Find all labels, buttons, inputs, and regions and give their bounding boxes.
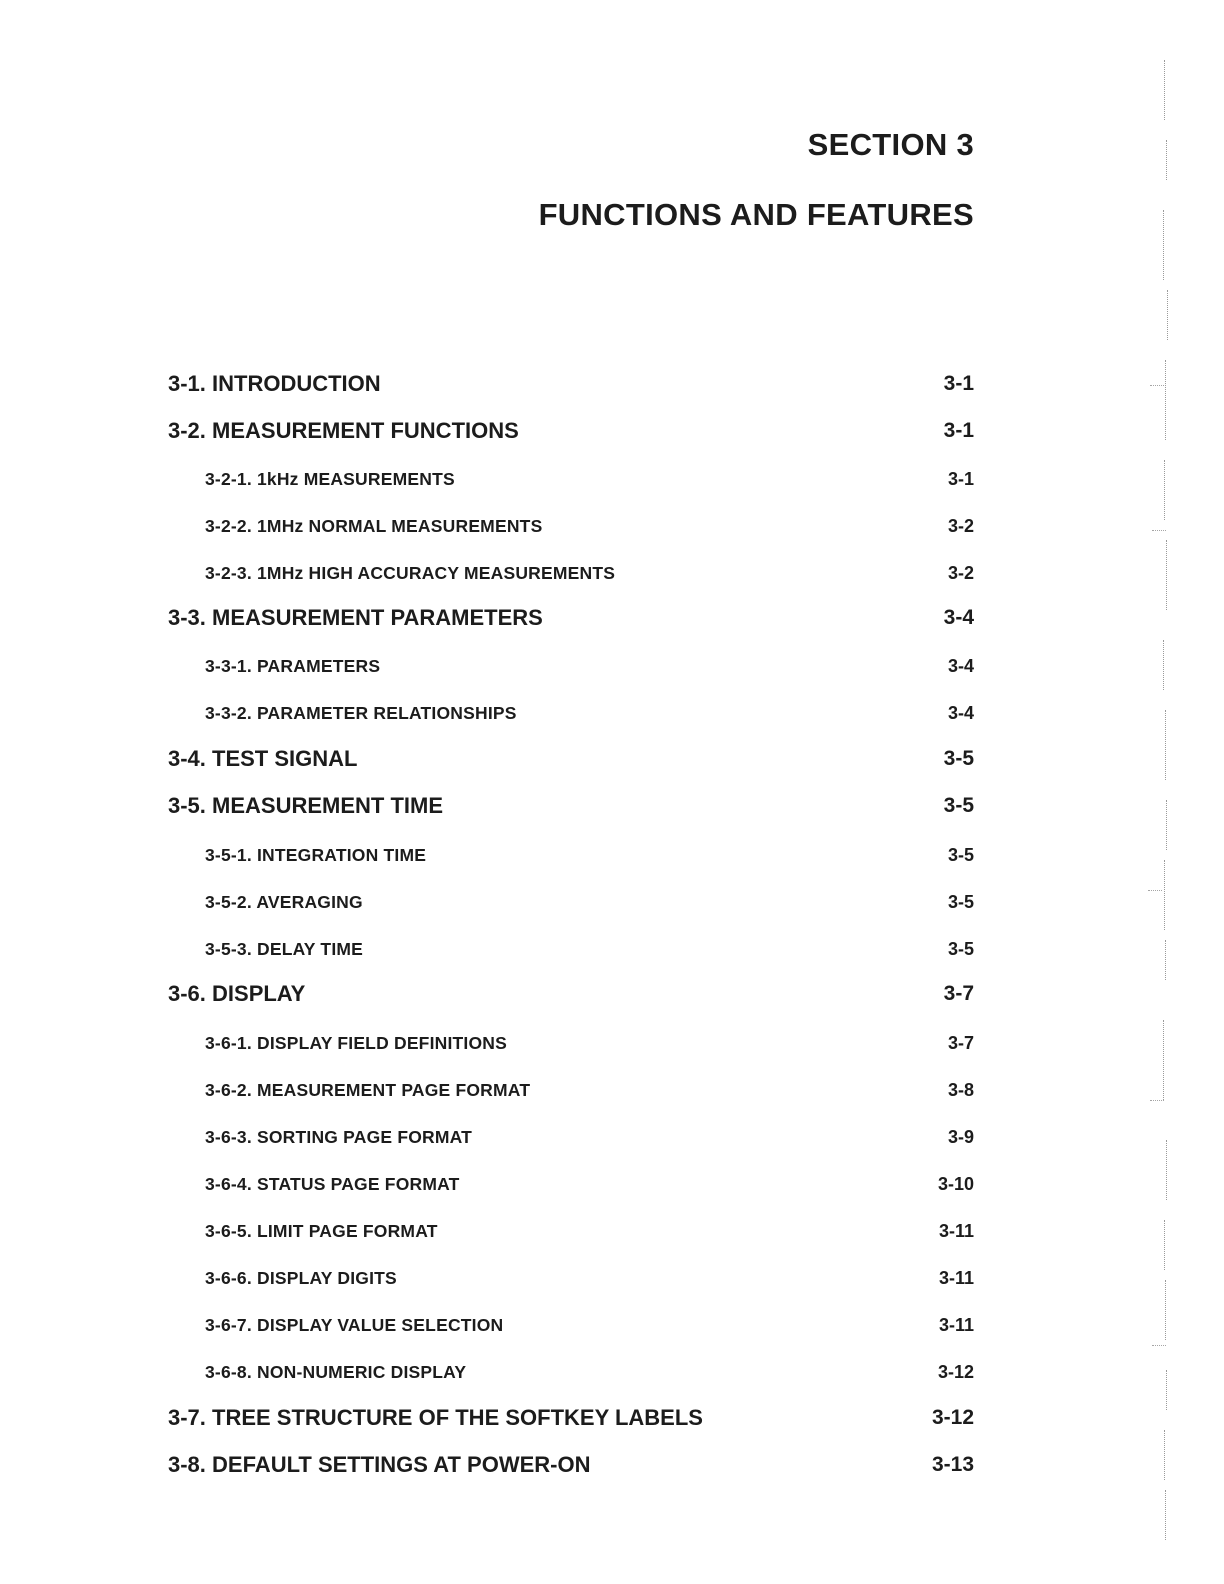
- toc-entry-label: 3-3. MEASUREMENT PARAMETERS: [168, 605, 543, 630]
- toc-entry-label: 3-5. MEASUREMENT TIME: [168, 793, 444, 818]
- toc-section-entry: [0, 744, 1224, 774]
- toc-subsection-entry: [0, 698, 1224, 728]
- toc-entry-page-number: 3-4: [947, 703, 974, 723]
- section-number: SECTION 3: [807, 127, 974, 162]
- toc-subsection-entry: [0, 1169, 1224, 1199]
- toc-entry-page-number: 3-9: [947, 1127, 974, 1147]
- section-title: FUNCTIONS AND FEATURES: [538, 197, 974, 232]
- toc-entry-label: 3-6. DISPLAY: [168, 981, 306, 1006]
- toc-entry-page-number: 3-12: [931, 1406, 974, 1429]
- toc-subsection-entry: [0, 1263, 1224, 1293]
- toc-entry-page-number: 3-4: [947, 656, 974, 676]
- toc-section-entry: [0, 791, 1224, 821]
- toc-subsection-entry: [0, 1357, 1224, 1387]
- toc-section-entry: [0, 979, 1224, 1009]
- toc-entry-label: 3-6-4. STATUS PAGE FORMAT: [205, 1174, 460, 1194]
- toc-entry-label: 3-2-3. 1MHz HIGH ACCURACY MEASUREMENTS: [205, 563, 616, 583]
- toc-entry-page-number: 3-1: [943, 419, 974, 442]
- toc-section-entry: [0, 603, 1224, 633]
- toc-subsection-entry: [0, 840, 1224, 870]
- toc-entry-label: 3-5-1. INTEGRATION TIME: [205, 845, 427, 865]
- toc-entry-label: 3-5-3. DELAY TIME: [205, 939, 364, 959]
- toc-entry-page-number: 3-1: [943, 372, 974, 395]
- toc-entry-page-number: 3-5: [947, 939, 974, 959]
- toc-entry-label: 3-6-8. NON-NUMERIC DISPLAY: [205, 1362, 467, 1382]
- toc-subsection-entry: [0, 934, 1224, 964]
- toc-subsection-entry: [0, 887, 1224, 917]
- toc-entry-page-number: 3-5: [943, 747, 974, 770]
- toc-entry-label: 3-6-6. DISPLAY DIGITS: [205, 1268, 397, 1288]
- toc-entry-label: 3-2. MEASUREMENT FUNCTIONS: [168, 418, 519, 443]
- toc-entry-page-number: 3-11: [938, 1268, 974, 1288]
- toc-entry-label: 3-8. DEFAULT SETTINGS AT POWER-ON: [168, 1452, 591, 1477]
- toc-entry-page-number: 3-2: [947, 563, 974, 583]
- toc-entry-page-number: 3-7: [943, 982, 974, 1005]
- toc-subsection-entry: [0, 511, 1224, 541]
- toc-subsection-entry: [0, 1028, 1224, 1058]
- toc-entry-label: 3-6-1. DISPLAY FIELD DEFINITIONS: [205, 1033, 508, 1053]
- toc-section-entry: [0, 1403, 1224, 1433]
- toc-entry-label: 3-7. TREE STRUCTURE OF THE SOFTKEY LABELS: [168, 1405, 703, 1430]
- toc-entry-page-number: 3-11: [938, 1315, 974, 1335]
- toc-section-entry: [0, 369, 1224, 399]
- toc-entry-label: 3-3-2. PARAMETER RELATIONSHIPS: [205, 703, 517, 723]
- toc-entry-page-number: 3-5: [947, 892, 974, 912]
- toc-entry-label: 3-2-2. 1MHz NORMAL MEASUREMENTS: [205, 516, 543, 536]
- toc-subsection-entry: [0, 1216, 1224, 1246]
- toc-subsection-entry: [0, 651, 1224, 681]
- toc-section-entry: [0, 416, 1224, 446]
- toc-entry-page-number: 3-2: [947, 516, 974, 536]
- toc-subsection-entry: [0, 558, 1224, 588]
- toc-entry-label: 3-4. TEST SIGNAL: [168, 746, 358, 771]
- toc-entry-label: 3-6-7. DISPLAY VALUE SELECTION: [205, 1315, 504, 1335]
- toc-subsection-entry: [0, 1122, 1224, 1152]
- toc-entry-label: 3-2-1. 1kHz MEASUREMENTS: [205, 469, 455, 489]
- toc-entry-label: 3-6-3. SORTING PAGE FORMAT: [205, 1127, 473, 1147]
- toc-entry-page-number: 3-5: [947, 845, 974, 865]
- toc-entry-page-number: 3-13: [931, 1453, 974, 1476]
- toc-entry-label: 3-6-5. LIMIT PAGE FORMAT: [205, 1221, 438, 1241]
- toc-entry-page-number: 3-11: [938, 1221, 974, 1241]
- toc-entry-label: 3-1. INTRODUCTION: [168, 371, 381, 396]
- toc-entry-page-number: 3-10: [937, 1174, 974, 1194]
- toc-entry-page-number: 3-8: [947, 1080, 974, 1100]
- toc-entry-page-number: 3-4: [943, 606, 974, 629]
- toc-subsection-entry: [0, 464, 1224, 494]
- toc-entry-page-number: 3-1: [947, 469, 974, 489]
- scan-margin-artifacts: [1130, 40, 1190, 1560]
- toc-entry-label: 3-6-2. MEASUREMENT PAGE FORMAT: [205, 1080, 531, 1100]
- toc-entry-page-number: 3-5: [943, 794, 974, 817]
- toc-subsection-entry: [0, 1075, 1224, 1105]
- toc-entry-label: 3-5-2. AVERAGING: [205, 892, 363, 912]
- toc-entry-page-number: 3-12: [937, 1362, 974, 1382]
- toc-subsection-entry: [0, 1310, 1224, 1340]
- toc-entry-page-number: 3-7: [947, 1033, 974, 1053]
- toc-entry-label: 3-3-1. PARAMETERS: [205, 656, 381, 676]
- toc-section-entry: [0, 1450, 1224, 1480]
